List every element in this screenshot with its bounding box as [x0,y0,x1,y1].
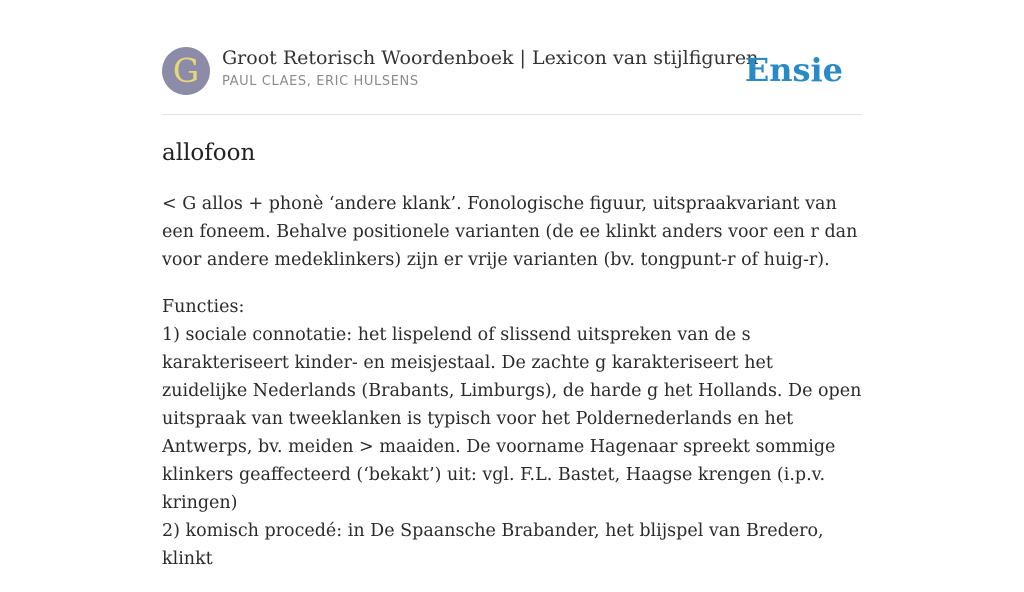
avatar[interactable] [162,47,210,95]
functions-block [162,293,862,573]
source-title[interactable]: Groot Retorisch Woordenboek | Lexicon van stijlfiguren [222,47,759,69]
entry-paragraph: < G allos + phonè ‘andere klank’. Fonologische figuur, uitspraakvariant van een foneem. Behalve positionele varianten (de ee klinkt anders voor een r dan voor andere medeklinkers) zijn er vrije varianten (bv. tongpunt-r of huig-r). [162,194,858,270]
function-item: 2) komisch procedé: in De Spaansche Brabander, het blijspel van Bredero, klinkt [162,521,824,569]
brand-logo[interactable]: Ensie [744,51,843,89]
entry-title: allofoon [162,140,256,166]
source-header [162,0,862,115]
entry-body [162,190,862,592]
functions-heading: Functies: [162,297,245,317]
avatar-letter: G [172,51,200,90]
function-item: 1) sociale connotatie: het lispelend of slissend uitspreken van de s karakteriseert kinder- en meisjestaal. De zachte g karakteriseert het zuidelijke Nederlands (Brabants, Limburgs), de harde g het Hollands. De open uitspraak van tweeklanken is typisch voor het Poldernederlands en het Antwerps, bv. meiden > maaiden. De voorname Hagenaar spreekt sommige klinkers geaffecteerd (‘bekakt’) uit: vgl. F.L. Bastet, Haagse krengen (i.p.v. kringen) [162,325,862,513]
entry-page [162,0,862,569]
source-authors: PAUL CLAES, ERIC HULSENS [222,74,419,89]
